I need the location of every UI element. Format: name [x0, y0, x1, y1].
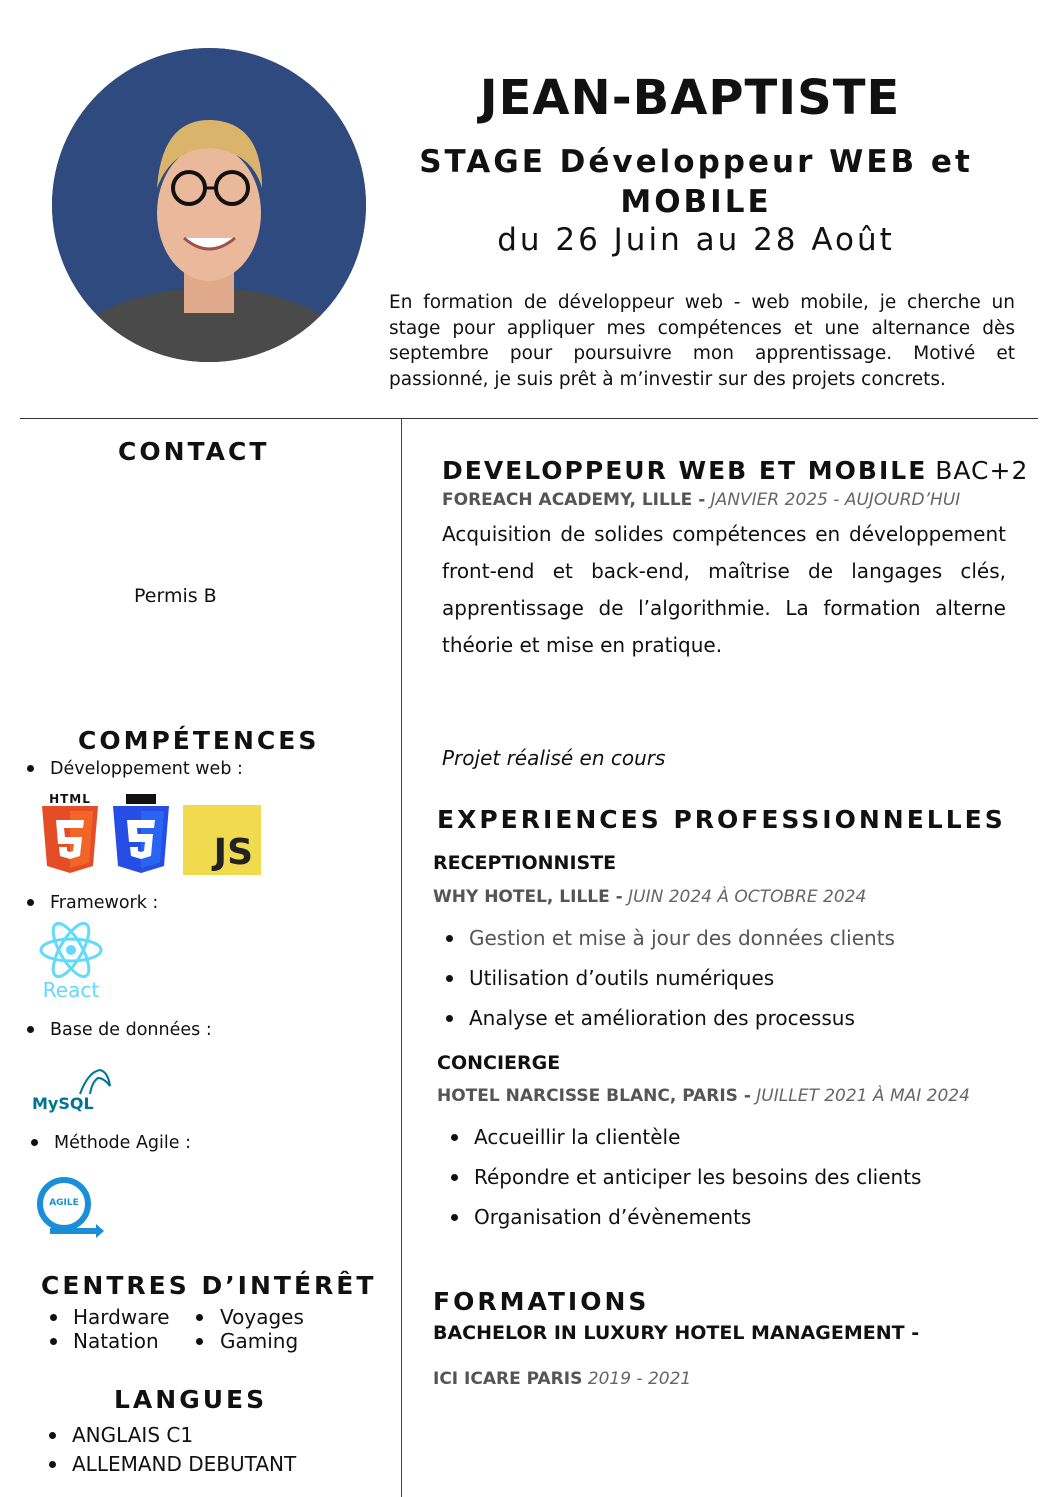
bullet-icon	[50, 1314, 57, 1321]
interests-title: CENTRES D’INTÉRÊT	[41, 1271, 377, 1300]
education-description: Acquisition de solides compétences en développement front-end et back-end, maîtrise de langages clés, apprentissage de l’algorithmie. La formation alterne théorie et mise en pratique.	[442, 522, 1006, 657]
bullet-icon	[451, 1174, 458, 1181]
html5-icon: HTML	[40, 792, 100, 876]
horizontal-divider	[20, 418, 1038, 419]
education-school-line: FOREACH ACADEMY, LILLE - JANVIER 2025 - AUJOURD’HUI	[442, 490, 961, 510]
job-role: RECEPTIONNISTE	[433, 852, 617, 874]
bullet-icon	[446, 1015, 453, 1022]
language-item: ANGLAIS C1	[72, 1423, 194, 1447]
vertical-divider	[401, 419, 402, 1497]
bullet-icon	[50, 1338, 57, 1345]
intro-paragraph: En formation de développeur web - web mobile, je cherche un stage pour appliquer mes compétences et une alternance dès septembre pour poursuivre mon apprentissage. Motivé et passionné, je suis prêt à m’investir sur des projets concrets.	[389, 292, 1015, 390]
job-task: Répondre et anticiper les besoins des clients	[474, 1165, 922, 1189]
profile-photo	[52, 48, 366, 362]
bullet-icon	[27, 765, 34, 772]
bullet-icon	[49, 1461, 56, 1468]
react-icon: React	[36, 920, 106, 1002]
job-subtitle: STAGE Développeur WEB et MOBILE	[419, 144, 973, 220]
bullet-icon	[446, 975, 453, 982]
candidate-name: JEAN-BAPTISTE	[479, 70, 901, 126]
job-task: Accueillir la clientèle	[474, 1125, 681, 1149]
interest-item: Voyages	[220, 1305, 304, 1329]
languages-title: LANGUES	[114, 1385, 268, 1414]
bullet-icon	[27, 1026, 34, 1033]
bullet-icon	[451, 1134, 458, 1141]
job-role: CONCIERGE	[437, 1052, 561, 1074]
bullet-icon	[196, 1314, 203, 1321]
degree-title: BACHELOR IN LUXURY HOTEL MANAGEMENT -	[433, 1322, 920, 1344]
bullet-icon	[196, 1338, 203, 1345]
javascript-icon: JS	[183, 805, 261, 875]
interest-item: Gaming	[220, 1329, 299, 1353]
bullet-icon	[451, 1214, 458, 1221]
bullet-icon	[31, 1139, 38, 1146]
bullet-icon	[446, 935, 453, 942]
skills-title: COMPÉTENCES	[78, 726, 320, 755]
bullet-icon	[49, 1432, 56, 1439]
job-task: Analyse et amélioration des processus	[469, 1006, 855, 1030]
agile-icon: AGILE	[30, 1174, 104, 1238]
project-note: Projet réalisé en cours	[442, 746, 666, 770]
interest-item: Natation	[73, 1329, 159, 1353]
job-task: Utilisation d’outils numériques	[469, 966, 775, 990]
job-task: Gestion et mise à jour des données clients	[469, 926, 895, 950]
degree-school-line: ICI ICARE PARIS 2019 - 2021	[433, 1369, 692, 1389]
contact-title: CONTACT	[118, 437, 270, 466]
driving-license: Permis B	[134, 585, 217, 607]
job-task: Organisation d’évènements	[474, 1205, 752, 1229]
css3-icon	[111, 792, 171, 876]
skill-framework-label: Framework :	[50, 893, 159, 913]
education-heading: DEVELOPPEUR WEB ET MOBILE BAC+2	[442, 456, 1029, 485]
skill-database-label: Base de données :	[50, 1020, 212, 1040]
job-company-line: HOTEL NARCISSE BLANC, PARIS - JUILLET 2021 À MAI 2024	[437, 1086, 970, 1106]
experience-title: EXPERIENCES PROFESSIONNELLES	[437, 805, 1006, 834]
interest-item: Hardware	[73, 1305, 170, 1329]
skill-web-label: Développement web :	[50, 759, 243, 779]
language-item: ALLEMAND DEBUTANT	[72, 1452, 297, 1476]
bullet-icon	[27, 899, 34, 906]
job-company-line: WHY HOTEL, LILLE - JUIN 2024 À OCTOBRE 2024	[433, 887, 867, 907]
skill-agile-label: Méthode Agile :	[54, 1133, 191, 1153]
mysql-icon: MySQL	[30, 1068, 114, 1114]
formations-title: FORMATIONS	[433, 1287, 650, 1316]
internship-dates: du 26 Juin au 28 Août	[497, 222, 895, 258]
